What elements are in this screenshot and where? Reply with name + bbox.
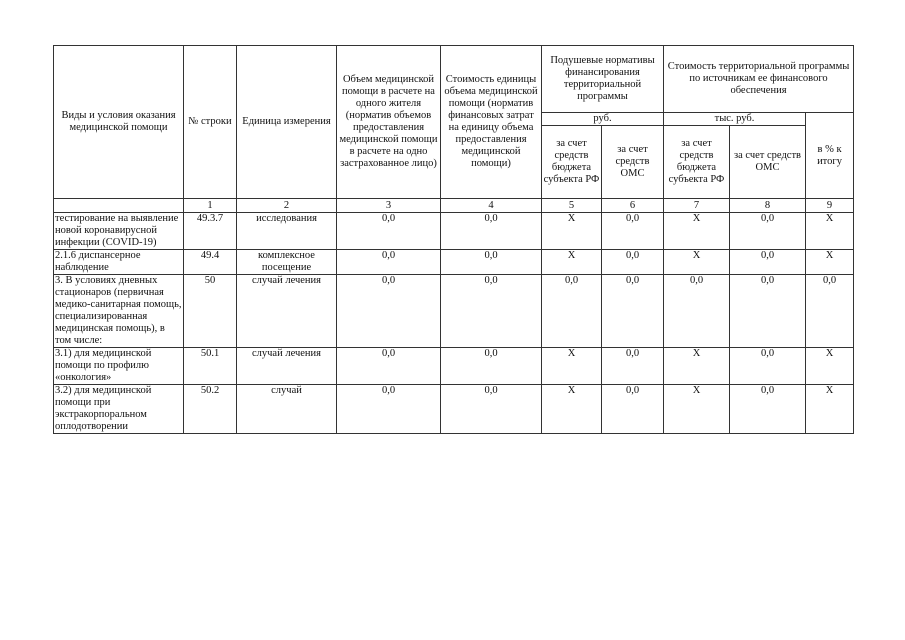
- row-value: 0,0: [664, 275, 730, 348]
- row-no: 49.4: [184, 250, 237, 275]
- row-unit: комплексное посещение: [237, 250, 337, 275]
- header-thous-rub: тыс. руб.: [664, 113, 806, 126]
- row-name: 3.1) для медицинской помощи по профилю «онкология»: [54, 348, 184, 385]
- financing-table: [53, 45, 854, 434]
- row-no: 49.3.7: [184, 213, 237, 250]
- header-rub: руб.: [542, 113, 664, 126]
- row-value: 0,0: [730, 385, 806, 434]
- row-no: 50.1: [184, 348, 237, 385]
- row-value: 0,0: [730, 275, 806, 348]
- header-budget-thous: за счет средств бюджета субъекта РФ: [664, 126, 730, 199]
- row-value: Х: [664, 348, 730, 385]
- header-percent: в % к итогу: [806, 113, 854, 199]
- row-value: Х: [664, 213, 730, 250]
- header-row-no: № строки: [184, 46, 237, 199]
- row-value: Х: [542, 213, 602, 250]
- row-name: 3. В условиях дневных стационаров (первичная медико-санитарная помощь, специализированная медицинская помощь), в том числе:: [55, 275, 182, 346]
- table-row: [54, 275, 854, 348]
- row-value: Х: [542, 385, 602, 434]
- row-value: Х: [806, 385, 854, 434]
- row-value: Х: [806, 213, 854, 250]
- row-value: 0,0: [602, 213, 664, 250]
- col-number: 3: [337, 199, 441, 213]
- header-budget-rub: за счет средств бюджета субъекта РФ: [542, 126, 602, 199]
- row-value: Х: [806, 348, 854, 385]
- row-value: Х: [806, 250, 854, 275]
- row-unit: случай лечения: [237, 275, 337, 348]
- header-volume: Объем медицинской помощи в расчете на одного жителя (норматив объемов предоставления медицинской помощи в расчете на одно застрахованное лицо): [337, 46, 441, 199]
- col-number: [54, 199, 184, 213]
- row-value: 0,0: [441, 250, 542, 275]
- col-number: 1: [184, 199, 237, 213]
- col-number: 5: [542, 199, 602, 213]
- row-value: Х: [664, 385, 730, 434]
- row-name: тестирование на выявление новой коронавирусной инфекции (COVID-19): [54, 213, 184, 250]
- col-number: 4: [441, 199, 542, 213]
- header-cost: Стоимость единицы объема медицинской помощи (норматив финансовых затрат на единицу объема предоставления медицинской помощи): [441, 46, 542, 199]
- header-program-cost: Стоимость территориальной программы по источникам ее финансового обеспечения: [664, 46, 854, 113]
- table-row: [54, 250, 854, 275]
- row-value: 0,0: [337, 275, 441, 348]
- row-value: 0,0: [602, 275, 664, 348]
- row-no: 50.2: [184, 385, 237, 434]
- header-per-capita: Подушевые нормативы финансирования территориальной программы: [542, 46, 664, 113]
- header-unit: Единица измерения: [237, 46, 337, 199]
- row-value: 0,0: [730, 213, 806, 250]
- row-value: 0,0: [542, 275, 602, 348]
- row-value: 0,0: [337, 213, 441, 250]
- row-value: 0,0: [337, 348, 441, 385]
- row-value: Х: [542, 348, 602, 385]
- row-value: 0,0: [602, 250, 664, 275]
- header-oms-thous: за счет средств ОМС: [730, 126, 806, 199]
- header-kinds: Виды и условия оказания медицинской помощи: [54, 46, 184, 199]
- row-value: 0,0: [602, 348, 664, 385]
- row-value: 0,0: [441, 348, 542, 385]
- header-oms-rub: за счет средств ОМС: [602, 126, 664, 199]
- row-value: 0,0: [806, 275, 854, 348]
- col-number: 7: [664, 199, 730, 213]
- row-unit: случай: [237, 385, 337, 434]
- row-value: 0,0: [441, 213, 542, 250]
- row-value: Х: [542, 250, 602, 275]
- col-number: 8: [730, 199, 806, 213]
- table-row: [54, 385, 854, 434]
- row-value: 0,0: [441, 385, 542, 434]
- row-no: 50: [184, 275, 237, 348]
- table-row: [54, 213, 854, 250]
- row-value: 0,0: [337, 385, 441, 434]
- row-value: 0,0: [730, 250, 806, 275]
- row-value: 0,0: [730, 348, 806, 385]
- row-value: 0,0: [602, 385, 664, 434]
- row-unit: исследования: [237, 213, 337, 250]
- col-number: 2: [237, 199, 337, 213]
- row-name: 2.1.6 диспансерное наблюдение: [54, 250, 184, 275]
- column-numbers-row: [54, 199, 854, 213]
- row-value: 0,0: [337, 250, 441, 275]
- col-number: 6: [602, 199, 664, 213]
- table-row: [54, 348, 854, 385]
- row-name: 3.2) для медицинской помощи при экстракорпоральном оплодотворении: [54, 385, 184, 434]
- row-value: 0,0: [441, 275, 542, 348]
- row-unit: случай лечения: [237, 348, 337, 385]
- row-value: Х: [664, 250, 730, 275]
- col-number: 9: [806, 199, 854, 213]
